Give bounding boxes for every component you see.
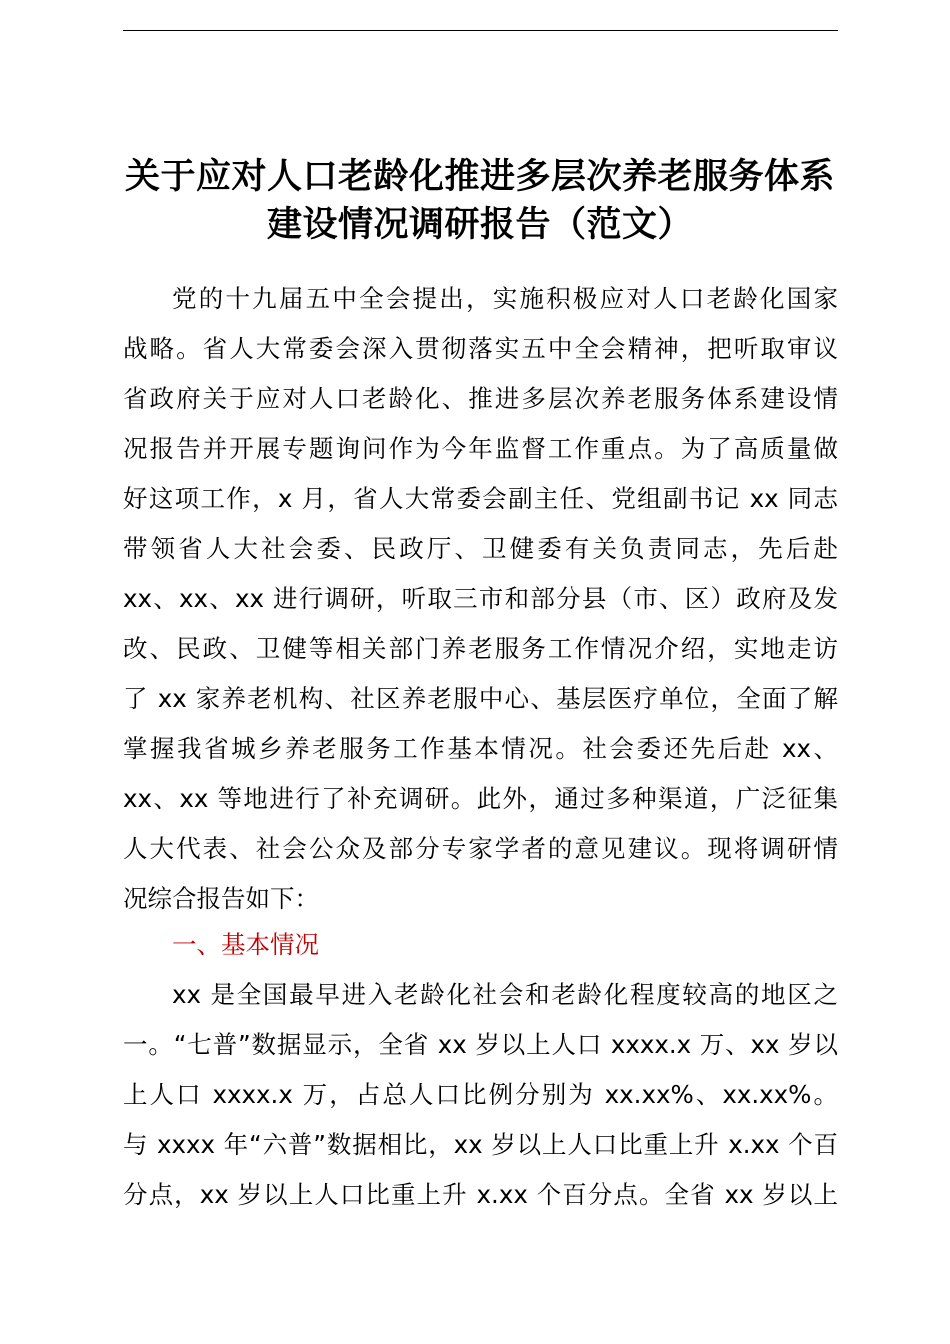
text-line: 带领省人大社会委、民政厅、卫健委有关负责同志，先后赴 xyxy=(123,534,838,563)
document-title-line-2: 建设情况调研报告（范文） xyxy=(266,205,693,245)
text-line: 省政府关于应对人口老龄化、推进多层次养老服务体系建设情 xyxy=(123,384,838,413)
text-line: 党的十九届五中全会提出，实施积极应对人口老龄化国家 xyxy=(172,284,838,313)
text-line: 况综合报告如下： xyxy=(123,884,319,913)
text-line: 人大代表、社会公众及部分专家学者的意见建议。现将调研情 xyxy=(123,834,838,863)
text-line: 与 xxxx 年“六普”数据相比，xx 岁以上人口比重上升 x.xx 个百 xyxy=(123,1130,838,1159)
text-line: xx、xx、xx 进行调研，听取三市和部分县（市、区）政府及发 xyxy=(123,584,838,613)
text-line: 改、民政、卫健等相关部门养老服务工作情况介绍，实地走访 xyxy=(123,634,838,663)
text-line: xx 是全国最早进入老龄化社会和老龄化程度较高的地区之 xyxy=(172,980,838,1009)
text-line: 好这项工作，x 月，省人大常委会副主任、党组副书记 xx 同志 xyxy=(123,484,838,513)
header-rule xyxy=(123,30,838,31)
text-line: 了 xx 家养老机构、社区养老服中心、基层医疗单位，全面了解 xyxy=(123,684,838,713)
section-heading-basic-situation: 一、基本情况 xyxy=(172,930,319,959)
text-line: xx、xx 等地进行了补充调研。此外，通过多种渠道，广泛征集 xyxy=(123,784,838,813)
text-line: 一。“七普”数据显示，全省 xx 岁以上人口 xxxx.x 万、xx 岁以 xyxy=(123,1030,838,1059)
document-title-line-1: 关于应对人口老龄化推进多层次养老服务体系 xyxy=(124,157,835,197)
text-line: 上人口 xxxx.x 万，占总人口比例分别为 xx.xx%、xx.xx%。 xyxy=(123,1080,838,1109)
text-line: 分点，xx 岁以上人口比重上升 x.xx 个百分点。全省 xx 岁以上 xyxy=(123,1180,838,1209)
text-line: 掌握我省城乡养老服务工作基本情况。社会委还先后赴 xx、 xyxy=(123,734,838,763)
text-line: 战略。省人大常委会深入贯彻落实五中全会精神，把听取审议 xyxy=(123,334,838,363)
text-line: 况报告并开展专题询问作为今年监督工作重点。为了高质量做 xyxy=(123,434,838,463)
